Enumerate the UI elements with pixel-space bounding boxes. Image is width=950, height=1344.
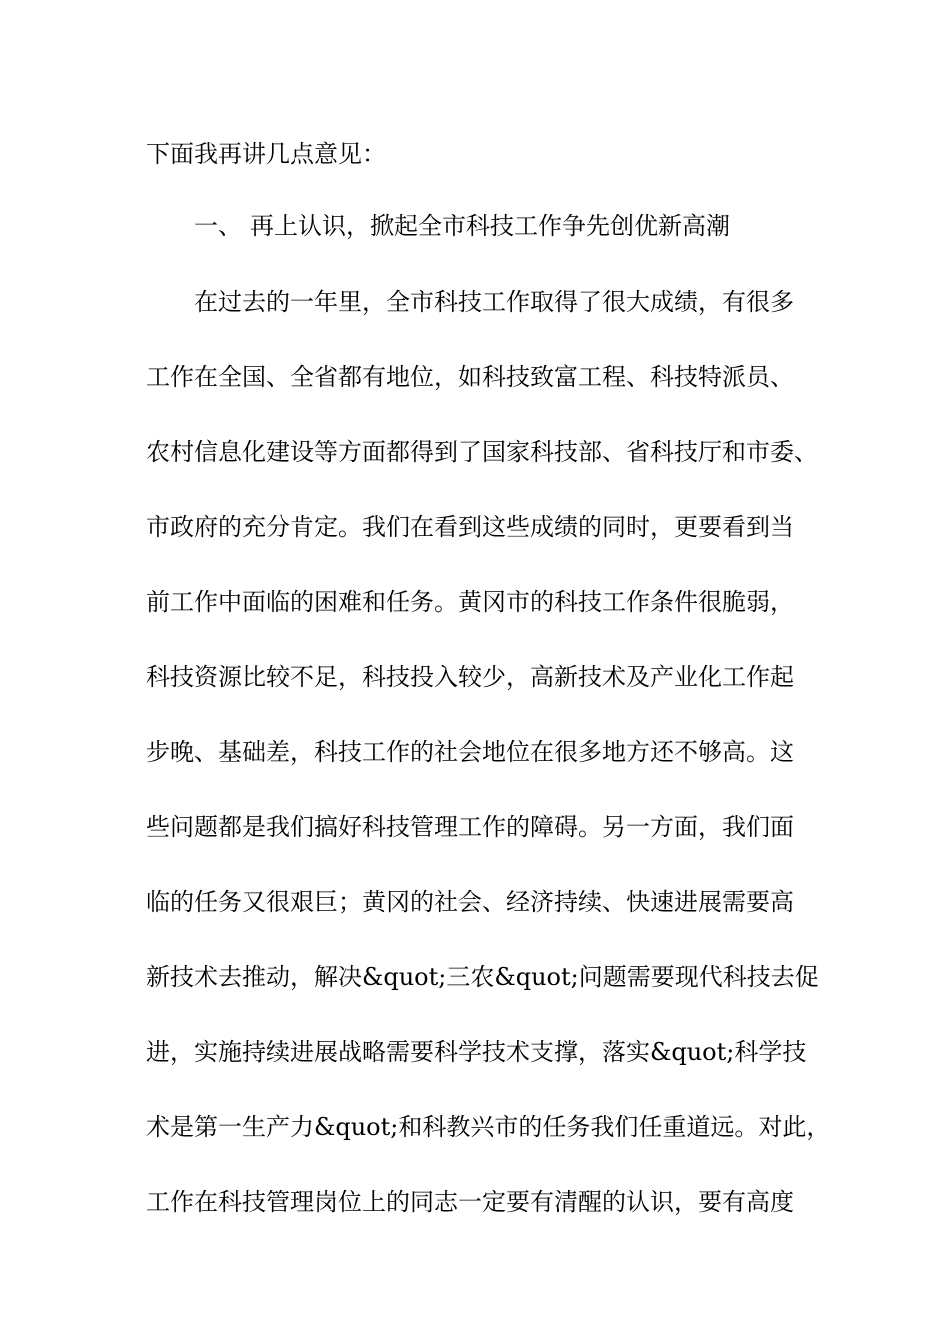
paragraph-line: 步晚、基础差，科技工作的社会地位在很多地方还不够高。这 [146, 738, 794, 766]
paragraph-line: 在过去的一年里，全市科技工作取得了很大成绩，有很多 [194, 288, 794, 316]
paragraph-line: 工作在科技管理岗位上的同志一定要有清醒的认识，要有高度 [146, 1188, 794, 1216]
paragraph-line: 农村信息化建设等方面都得到了国家科技部、省科技厅和市委、 [146, 438, 818, 466]
paragraph-line: 新技术去推动，解决&quot;三农&quot;问题需要现代科技去促 [146, 963, 819, 991]
paragraph-line: 科技资源比较不足，科技投入较少，高新技术及产业化工作起 [146, 663, 794, 691]
section-heading [194, 210, 884, 242]
paragraph-line: 市政府的充分肯定。我们在看到这些成绩的同时，更要看到当 [146, 513, 794, 541]
paragraph-line: 术是第一生产力&quot;和科教兴市的任务我们任重道远。对此， [146, 1113, 831, 1141]
paragraph-line: 些问题都是我们搞好科技管理工作的障碍。另一方面，我们面 [146, 813, 794, 841]
paragraph-line: 临的任务又很艰巨；黄冈的社会、经济持续、快速进展需要高 [146, 888, 794, 916]
intro-line: 下面我再讲几点意见： [146, 140, 386, 168]
paragraph-line: 进，实施持续进展战略需要科学技术支撑，落实&quot;科学技 [146, 1038, 807, 1066]
paragraph-line: 前工作中面临的困难和任务。黄冈市的科技工作条件很脆弱， [146, 588, 794, 616]
heading-number: 一、 [194, 212, 242, 240]
paragraph-line: 工作在全国、全省都有地位，如科技致富工程、科技特派员、 [146, 363, 794, 391]
heading-text: 再上认识，掀起全市科技工作争先创优新高潮 [250, 212, 730, 240]
